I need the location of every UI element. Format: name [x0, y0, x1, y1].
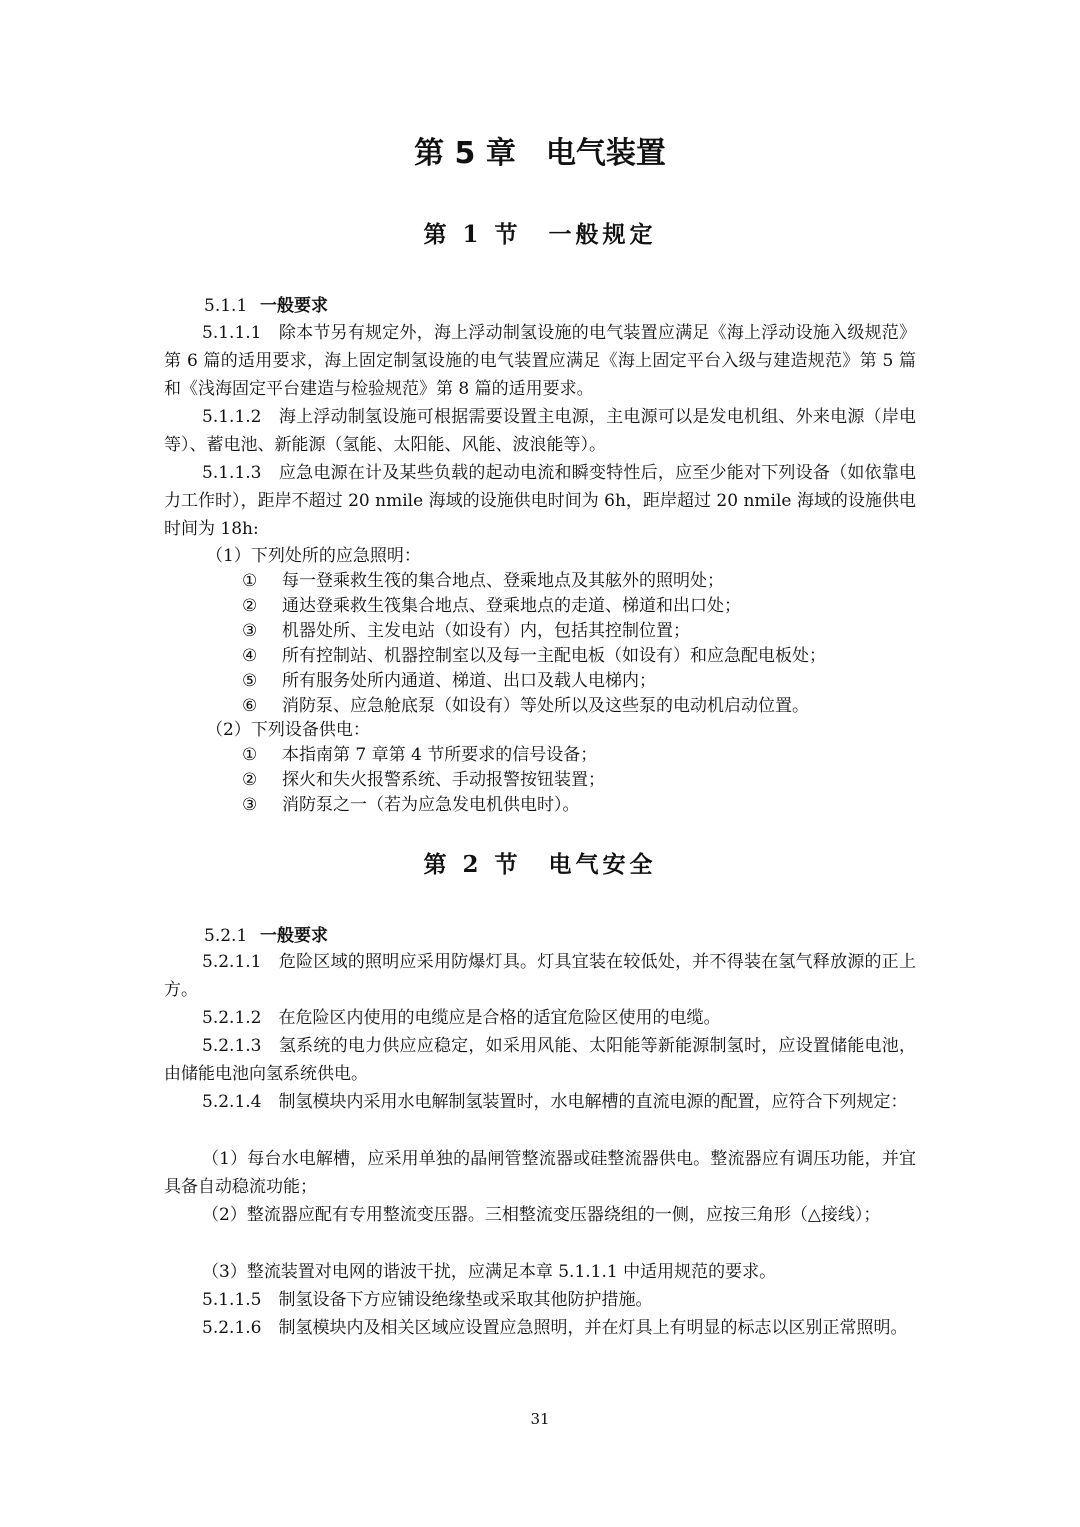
section-2-heading	[204, 922, 956, 950]
clause-5-1-1-3: 5.1.1.3 应急电源在计及某些负载的起动电流和瞬变特性后，应至少能对下列设备（如依靠电力工作时），距岸不超过 20 nmile 海域的设施供电时间为 6h，距岸超过 20 nmile 海域的设施供电时间为 18h:	[164, 463, 916, 539]
heading-text: 一般要求	[260, 926, 328, 946]
list-item: ③ 消防泵之一（若为应急发电机供电时）。	[242, 795, 580, 815]
clause-5-1-1-5: 5.1.1.5 制氢设备下方应铺设绝缘垫或采取其他防护措施。	[202, 1290, 653, 1310]
clause-5-2-1-4-item-3: （3）整流装置对电网的谐波干扰，应满足本章 5.1.1.1 中适用规范的要求。	[202, 1262, 777, 1282]
clause-5-2-1-2: 5.2.1.2 在危险区内使用的电缆应是合格的适宜危险区使用的电缆。	[202, 1008, 721, 1028]
clause-5-2-1-4: 5.2.1.4 制氢模块内采用水电解制氢装置时，水电解槽的直流电源的配置，应符合下列规定：	[202, 1092, 908, 1112]
heading-text: 一般要求	[260, 296, 328, 316]
clause-5-2-1-1: 5.2.1.1 危险区域的照明应采用防爆灯具。灯具宜装在较低处，并不得装在氢气释放源的正上方。	[164, 952, 916, 1000]
section-2-title: 第 2 节 电气安全	[423, 851, 657, 878]
clause-5-2-1-4-item-2: （2）整流器应配有专用整流变压器。三相整流变压器绕组的一侧，应按三角形（△接线）；	[202, 1205, 881, 1225]
heading-number: 5.2.1	[204, 926, 248, 946]
page-number: 31	[530, 1410, 550, 1428]
list-item: ③ 机器处所、主发电站（如设有）内，包括其控制位置；	[242, 621, 690, 641]
list-item: ② 通达登乘救生筏集合地点、登乘地点的走道、梯道和出口处；	[242, 596, 741, 616]
clause-5-2-1-3: 5.2.1.3 氢系统的电力供应应稳定，如采用风能、太阳能等新能源制氢时，应设置储能电池，由储能电池向氢系统供电。	[164, 1036, 916, 1084]
section-1-title: 第 1 节 一般规定	[423, 221, 657, 248]
chapter-title: 第 5 章 电气装置	[414, 136, 666, 171]
list-item: ④ 所有控制站、机器控制室以及每一主配电板（如设有）和应急配电板处；	[242, 646, 826, 666]
list-2-title: （2）下列设备供电：	[206, 720, 370, 740]
clause-5-1-1-2: 5.1.1.2 海上浮动制氢设施可根据需要设置主电源，主电源可以是发电机组、外来电源（岸电等）、蓄电池、新能源（氢能、太阳能、风能、波浪能等）。	[164, 407, 916, 455]
list-item: ⑥ 消防泵、应急舱底泵（如设有）等处所以及这些泵的电动机启动位置。	[242, 696, 809, 716]
clause-5-2-1-6: 5.2.1.6 制氢模块内及相关区域应设置应急照明，并在灯具上有明显的标志以区别正常照明。	[202, 1318, 908, 1338]
list-item: ② 探火和失火报警系统、手动报警按钮装置；	[242, 770, 605, 790]
list-item: ① 每一登乘救生筏的集合地点、登乘地点及其舷外的照明处；	[242, 571, 724, 591]
clause-5-1-1-1: 5.1.1.1 除本节另有规定外，海上浮动制氢设施的电气装置应满足《海上浮动设施入级规范》第 6 篇的适用要求，海上固定制氢设施的电气装置应满足《海上固定平台入级与建造规范》第 5 篇和《浅海固定平台建造与检验规范》第 8 篇的适用要求。	[164, 323, 916, 399]
clause-5-2-1-4-item-1: （1）每台水电解槽，应采用单独的晶闸管整流器或硅整流器供电。整流器应有调压功能，并宜具备自动稳流功能；	[164, 1149, 916, 1197]
list-item: ⑤ 所有服务处所内通道、梯道、出口及载人电梯内；	[242, 671, 656, 691]
section-1-heading	[204, 292, 956, 320]
heading-number: 5.1.1	[204, 296, 248, 316]
list-1-title: （1）下列处所的应急照明：	[206, 546, 421, 566]
list-item: ① 本指南第 7 章第 4 节所要求的信号设备；	[242, 745, 598, 765]
